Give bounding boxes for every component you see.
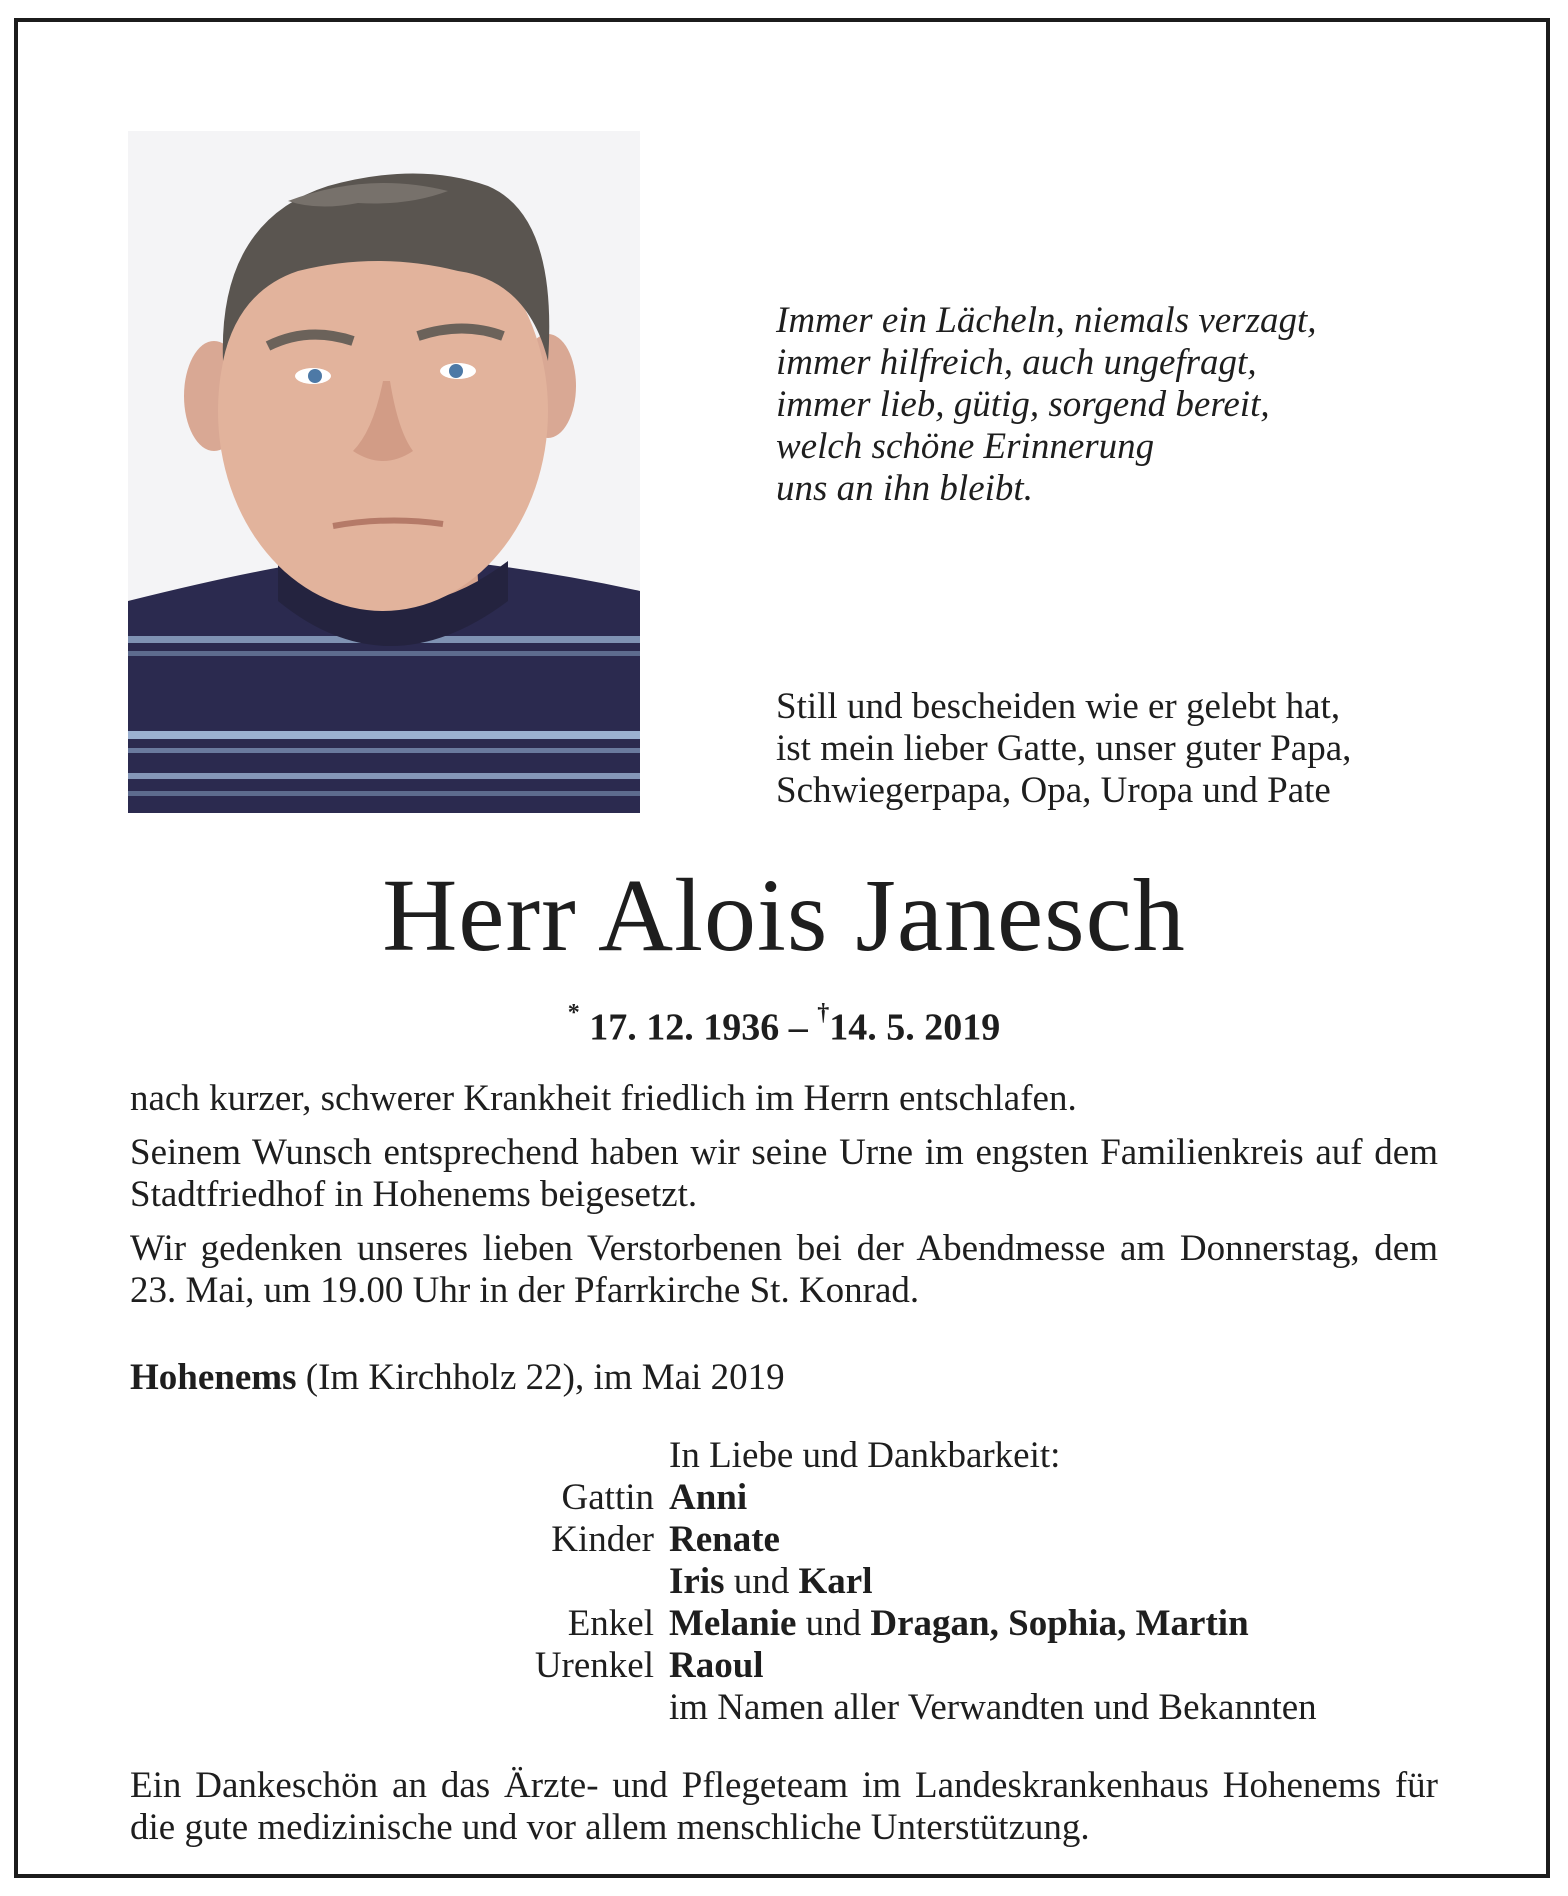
- poem-line: uns an ihn bleibt.: [776, 468, 1033, 509]
- family-closing-row: [0, 1687, 1568, 1729]
- family-name: Iris: [669, 1561, 725, 1602]
- poem-line: welch schöne Erinnerung: [776, 426, 1155, 467]
- family-closing: im Namen aller Verwandten und Bekannten: [669, 1687, 1317, 1728]
- intro-line: ist mein lieber Gatte, unser guter Papa,: [776, 728, 1352, 769]
- family-name: Anni: [669, 1477, 748, 1518]
- place-city: Hohenems: [130, 1357, 297, 1398]
- body-paragraph-3: Wir gedenken unseres lieben Verstorbenen bei der Abendmesse am Donnerstag, dem 23. Mai, um 19.00 Uhr in der Pfarrkirche St. Konrad.: [130, 1228, 1438, 1311]
- relation-label: Gattin: [561, 1477, 654, 1518]
- life-dates: [0, 994, 1568, 1053]
- family-heading: In Liebe und Dankbarkeit:: [669, 1435, 1061, 1476]
- portrait-photo: [128, 131, 640, 813]
- poem: [776, 300, 1317, 510]
- poem-line: immer lieb, gütig, sorgend bereit,: [776, 384, 1270, 425]
- death-symbol: †: [817, 1000, 830, 1026]
- body-paragraph-2: Seinem Wunsch entsprechend haben wir seine Urne im engsten Familienkreis auf dem Stadtfriedhof in Hohenems beigesetzt.: [130, 1132, 1438, 1215]
- thanks-paragraph: Ein Dankeschön an das Ärzte- und Pflegeteam im Landeskrankenhaus Hohenems für die gute medizinische und vor allem menschliche Unterstützung.: [130, 1765, 1438, 1848]
- relation-label: Kinder: [551, 1519, 654, 1560]
- poem-line: immer hilfreich, auch ungefragt,: [776, 342, 1257, 383]
- body-paragraph-1: nach kurzer, schwerer Krankheit friedlich im Herrn entschlafen.: [130, 1078, 1077, 1119]
- family-name: Karl: [798, 1561, 873, 1602]
- family-heading-row: [0, 1435, 1568, 1477]
- family-row-enkel: [0, 1603, 1568, 1645]
- relation-label: Urenkel: [534, 1645, 654, 1686]
- intro-line: Schwiegerpapa, Opa, Uropa und Pate: [776, 770, 1331, 811]
- family-row-kinder-2: [0, 1561, 1568, 1603]
- family-row-gattin: [0, 1477, 1568, 1519]
- death-date: 14. 5. 2019: [829, 1006, 1001, 1049]
- deceased-name: Herr Alois Janesch: [382, 858, 1186, 973]
- intro-line: Still und bescheiden wie er gelebt hat,: [776, 686, 1341, 727]
- relation-label: Enkel: [567, 1603, 654, 1644]
- birth-symbol: *: [567, 1000, 580, 1026]
- place-and-date: [130, 1356, 785, 1400]
- intro-text: [776, 686, 1351, 812]
- family-list: [0, 1435, 1568, 1729]
- family-name: Raoul: [669, 1645, 764, 1686]
- place-address-date: (Im Kirchholz 22), im Mai 2019: [296, 1357, 785, 1398]
- family-name: Dragan, Sophia, Martin: [870, 1603, 1249, 1644]
- family-name: Renate: [669, 1519, 780, 1560]
- family-row-urenkel: [0, 1645, 1568, 1687]
- poem-line: Immer ein Lächeln, niemals verzagt,: [776, 300, 1317, 341]
- date-separator: –: [788, 1006, 808, 1049]
- birth-date: 17. 12. 1936: [589, 1006, 780, 1049]
- conjunction: und: [733, 1561, 790, 1602]
- portrait-illustration: [128, 131, 640, 813]
- conjunction: und: [805, 1603, 862, 1644]
- family-row-kinder: [0, 1519, 1568, 1561]
- family-name: Melanie: [669, 1603, 797, 1644]
